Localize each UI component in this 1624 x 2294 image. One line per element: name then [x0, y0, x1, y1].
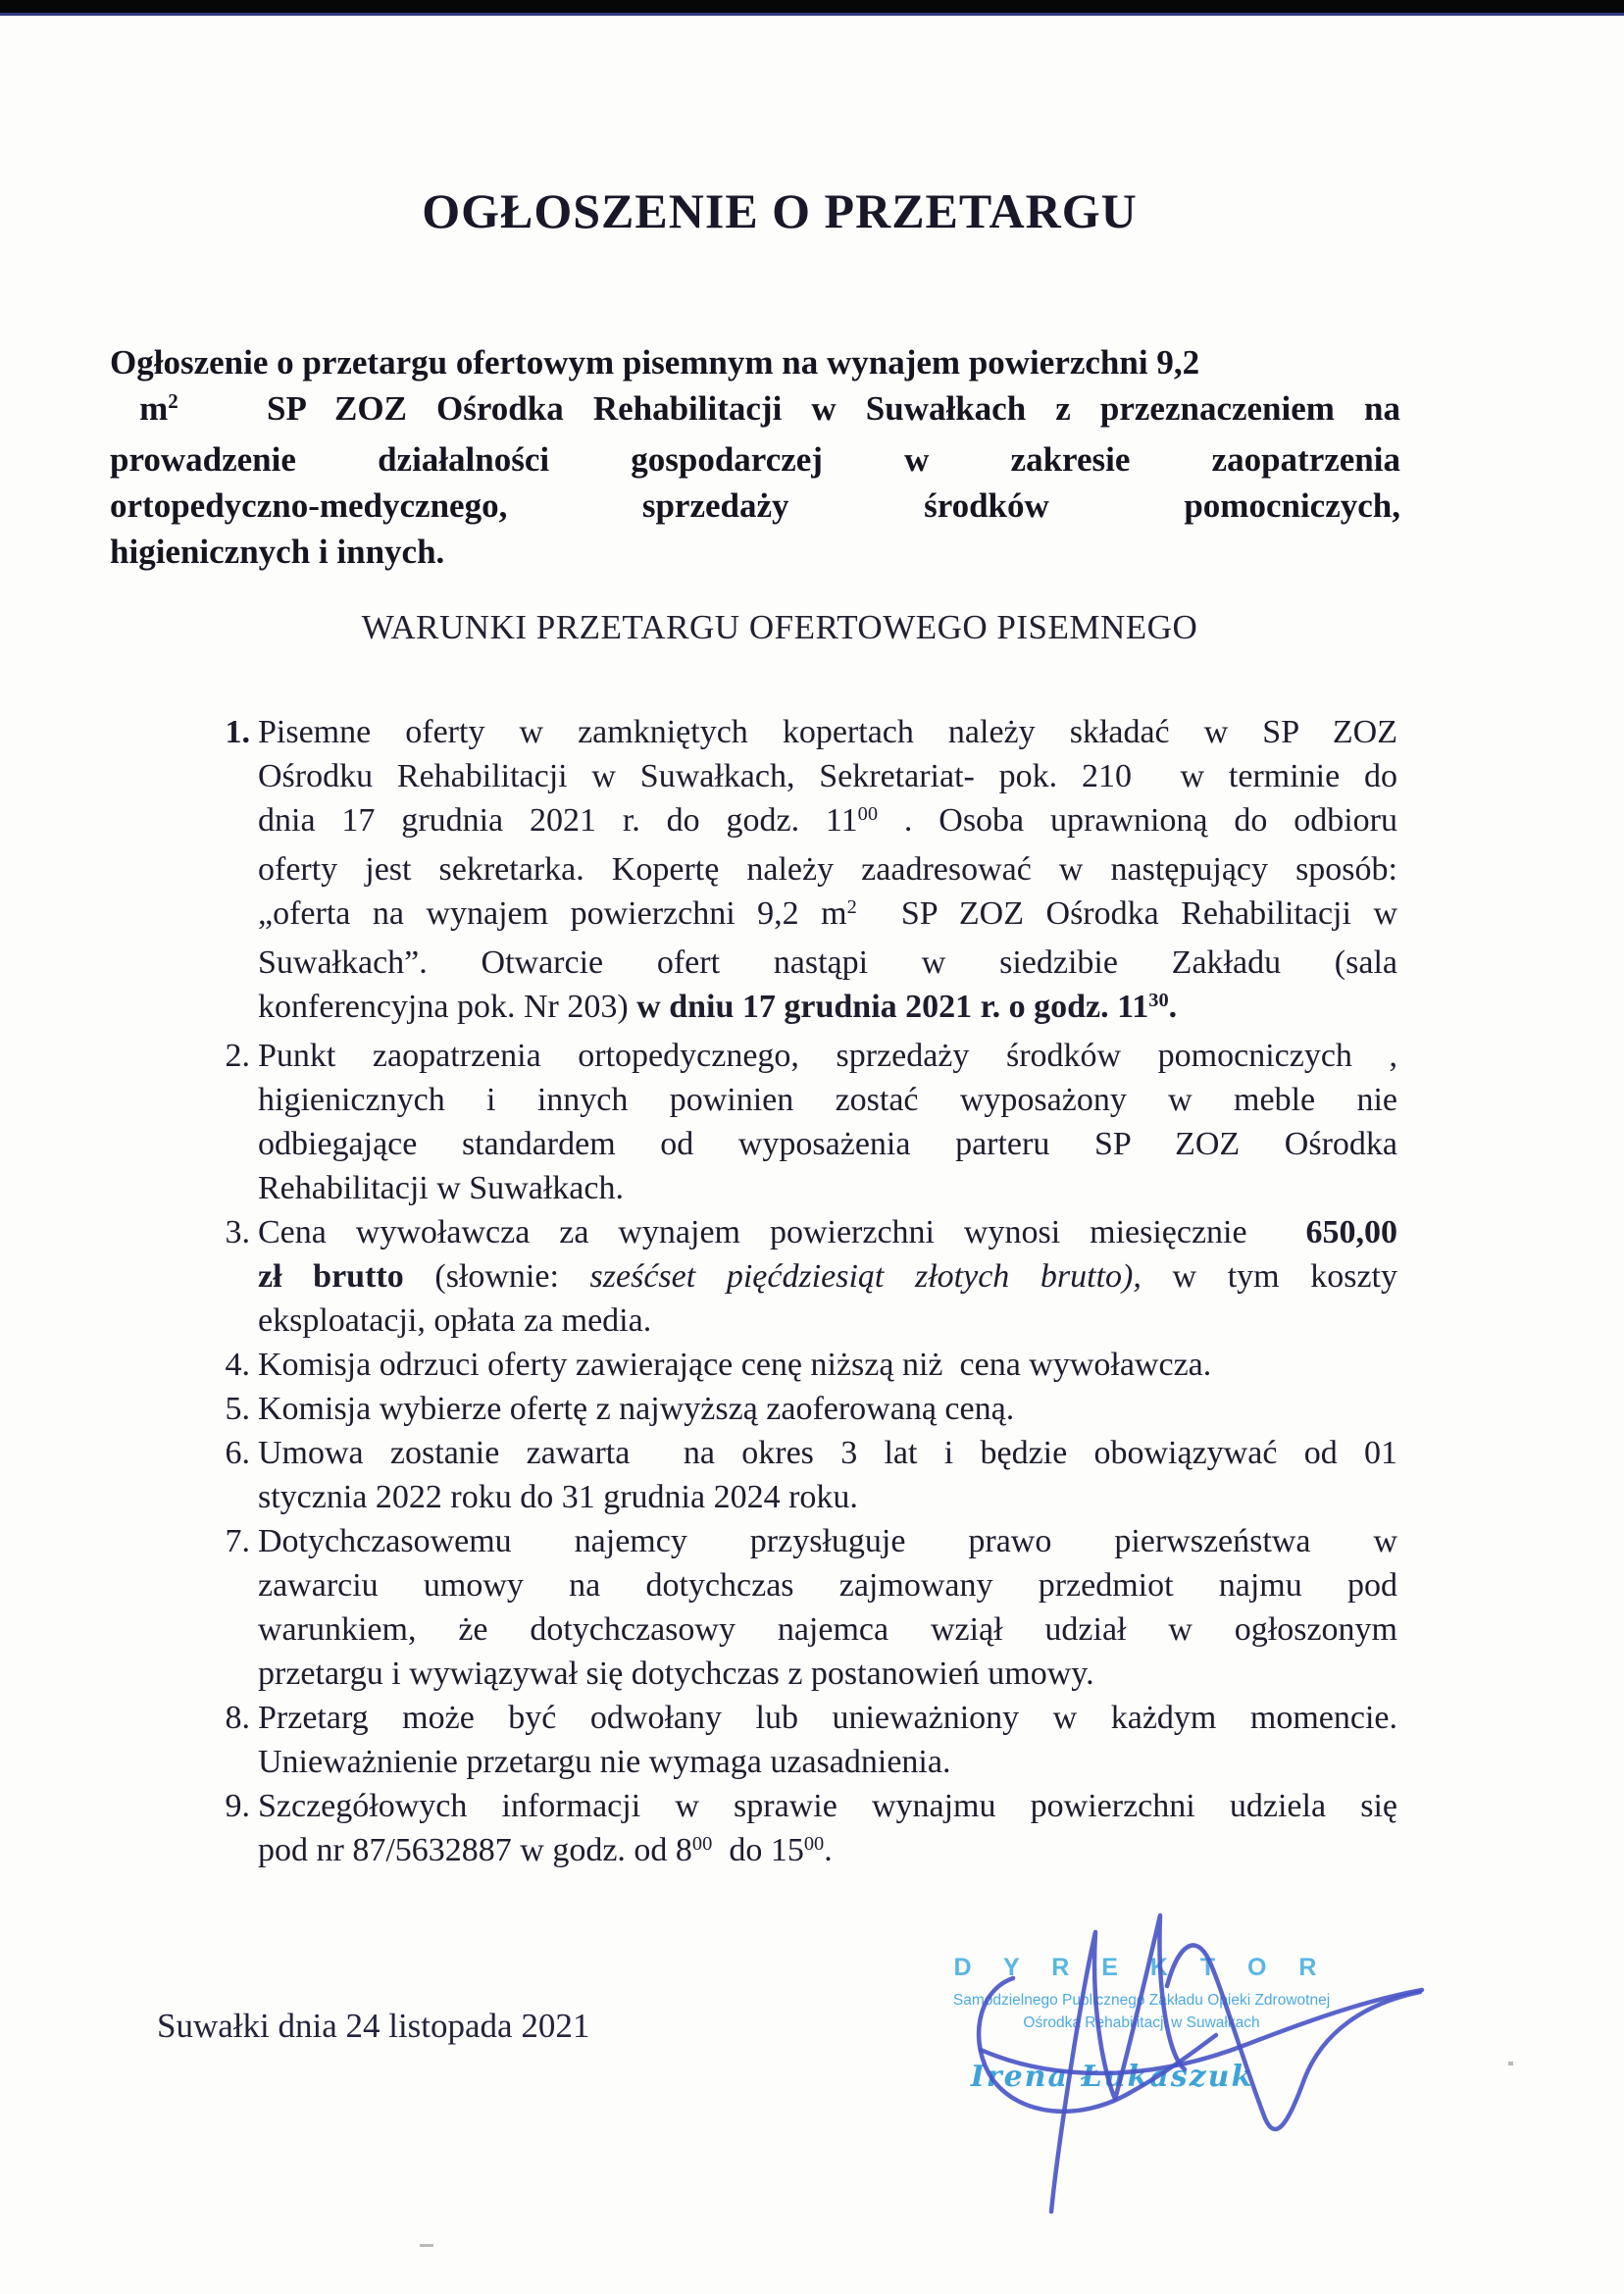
list-item-number: 1.	[225, 714, 250, 750]
stamp-signatory-name: Irena Łukaszuk	[970, 2060, 1254, 2094]
list-item	[225, 1431, 1397, 1519]
text-line: Pisemne oferty w zamkniętych kopertach należy składać w SP ZOZ	[258, 714, 1397, 750]
list-item-text	[258, 1210, 1397, 1343]
scan-speckle	[1508, 2062, 1513, 2065]
scan-speckle	[420, 2244, 433, 2247]
list-item-text	[258, 1431, 1397, 1519]
list-item-number: 9.	[225, 1788, 250, 1824]
stamp-org-line-1: Samodzielnego Publicznego Zakładu Opieki Zdrowotnej	[952, 1992, 1331, 2009]
list-item-number: 2.	[225, 1038, 250, 1074]
stamp-title: D Y R E K T O R	[953, 1954, 1330, 1981]
text-line: Dotychczasowemu najemcy przysługuje prawo pierwszeństwa w	[258, 1523, 1397, 1559]
list-item-text	[258, 710, 1397, 1034]
intro-paragraph	[110, 339, 1400, 575]
text-line: „oferta na wynajem powierzchni 9,2 $m^2$ SP ZOZ Ośrodka Rehabilitacji w	[258, 895, 1397, 932]
text-line: Unieważnienie przetargu nie wymaga uzasadnienia.	[258, 1744, 951, 1780]
stamp-org-line-2: Ośrodka Rehabilitacji w Suwałkach	[1023, 2014, 1260, 2031]
list-item-number: 7.	[225, 1523, 250, 1559]
text-line: eksploatacji, opłata za media.	[258, 1302, 652, 1339]
list-item-text	[258, 1519, 1397, 1696]
list-item	[225, 1343, 1397, 1387]
text-line: Cena wywoławcza za wynajem powierzchni wynosi miesięcznie 650,00	[258, 1214, 1397, 1250]
text-line: prowadzenie działalności gospodarczej w zakresie zaopatrzenia	[110, 440, 1400, 479]
text-line: odbiegające standardem od wyposażenia parteru SP ZOZ Ośrodka	[258, 1126, 1397, 1162]
text-line: Przetarg może być odwołany lub unieważniony w każdym momencie.	[258, 1700, 1397, 1736]
list-item-text	[258, 1784, 1397, 1877]
text-line: stycznia 2022 roku do 31 grudnia 2024 roku.	[258, 1479, 858, 1515]
text-line: warunkiem, że dotychczasowy najemca wziął udział w ogłoszonym	[258, 1611, 1397, 1648]
list-item-number: 3.	[225, 1214, 250, 1250]
text-line: Punkt zaopatrzenia ortopedycznego, sprzedaży środków pomocniczych ,	[258, 1038, 1397, 1074]
text-line: Szczegółowych informacji w sprawie wynajmu powierzchni udziela się	[258, 1788, 1397, 1824]
list-item-text	[258, 1343, 1397, 1387]
list-item-number: 8.	[225, 1700, 250, 1736]
terms-list	[225, 710, 1397, 1877]
text-line: przetargu i wywiązywał się dotychczas z postanowień umowy.	[258, 1656, 1094, 1692]
list-item	[225, 1210, 1397, 1343]
list-item-number: 6.	[225, 1435, 250, 1471]
text-line: pod nr 87/5632887 w godz. od $8^{00}$ do $15^{00}$.	[258, 1832, 833, 1868]
text-line: Umowa zostanie zawarta na okres 3 lat i będzie obowiązywać od 01	[258, 1435, 1397, 1471]
text-line: higienicznych i innych.	[110, 533, 445, 571]
list-item-text	[258, 1034, 1397, 1210]
document-title: OGŁOSZENIE O PRZETARGU	[422, 183, 1138, 238]
list-item-text	[258, 1387, 1397, 1431]
text-line: Komisja odrzuci oferty zawierające cenę niższą niż cena wywoławcza.	[258, 1347, 1212, 1383]
text-line: higienicznych i innych powinien zostać wyposażony w meble nie	[258, 1082, 1397, 1118]
text-line: Suwałkach”. Otwarcie ofert nastąpi w siedzibie Zakładu (sala	[258, 944, 1397, 981]
text-line: Komisja wybierze ofertę z najwyższą zaoferowaną ceną.	[258, 1391, 1015, 1427]
list-item	[225, 1387, 1397, 1431]
conditions-heading: WARUNKI PRZETARGU OFERTOWEGO PISEMNEGO	[361, 608, 1198, 646]
list-item-number: 4.	[225, 1347, 250, 1383]
list-item	[225, 1519, 1397, 1696]
text-line: zł brutto (słownie: sześćset pięćdziesiąt złotych brutto), w tym koszty	[258, 1258, 1397, 1295]
list-item	[225, 710, 1397, 1034]
text-line: zawarciu umowy na dotychczas zajmowany przedmiot najmu pod	[258, 1567, 1397, 1604]
scan-edge-artifact	[0, 0, 1624, 16]
text-line: dnia 17 grudnia 2021 r. do godz. $11^{00}$ . Osoba uprawnioną do odbioru	[258, 802, 1397, 839]
list-item-number: 5.	[225, 1391, 250, 1427]
text-line: Ośrodku Rehabilitacji w Suwałkach, Sekretariat- pok. 210 w terminie do	[258, 758, 1397, 794]
text-line: Rehabilitacji w Suwałkach.	[258, 1170, 624, 1206]
list-item-text	[258, 1696, 1397, 1784]
list-item	[225, 1696, 1397, 1784]
text-line: oferty jest sekretarka. Kopertę należy zaadresować w następujący sposób:	[258, 851, 1397, 888]
footer-date: Suwałki dnia 24 listopada 2021	[157, 2007, 590, 2045]
list-item	[225, 1034, 1397, 1210]
text-line: ortopedyczno-medycznego, sprzedaży środków pomocniczych,	[110, 486, 1400, 525]
handwritten-signature	[932, 1888, 1481, 2221]
list-item	[225, 1784, 1397, 1877]
text-line: konferencyjna pok. Nr 203) w dniu 17 grudnia 2021 r. o godz. $11^{30}$.	[258, 989, 1178, 1025]
text-line: $m^2$ SP ZOZ Ośrodka Rehabilitacji w Suwałkach z przeznaczeniem na	[110, 389, 1400, 428]
text-line: Ogłoszenie o przetargu ofertowym pisemnym na wynajem powierzchni 9,2	[110, 343, 1200, 382]
